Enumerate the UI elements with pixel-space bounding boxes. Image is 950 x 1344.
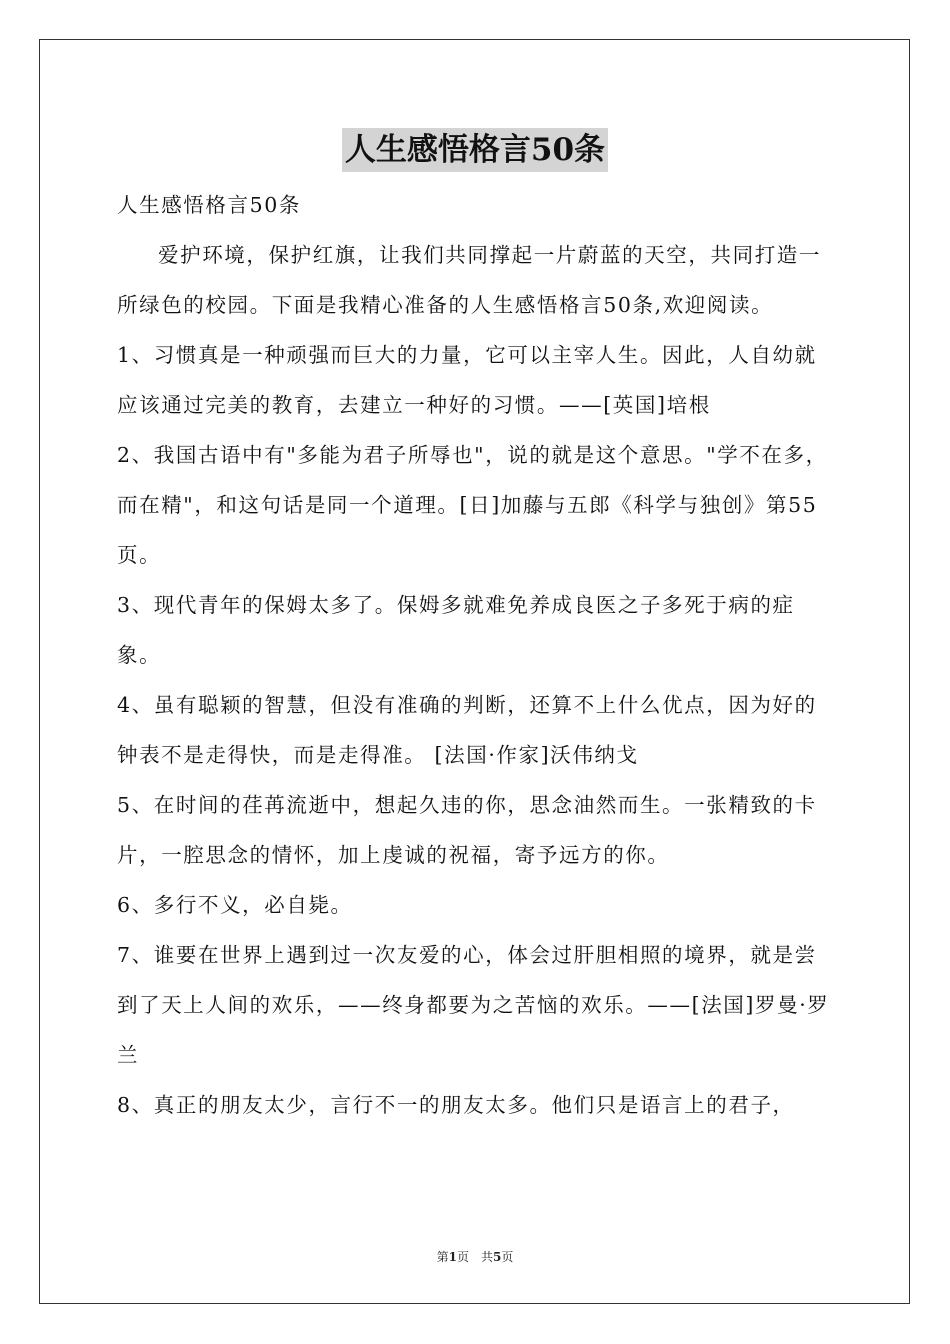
- quote-item: 6、多行不义，必自毙。: [117, 893, 353, 917]
- total-page-number: 5: [493, 1250, 502, 1264]
- page-label-mid: 页 共: [456, 1250, 493, 1264]
- quote-item: 5、在时间的荏苒流逝中，想起久违的你，思念油然而生。一张精致的卡片，一腔思念的情怀，加上虔诚的祝福，寄予远方的你。: [117, 793, 817, 867]
- quote-item: 7、谁要在世界上遇到过一次友爱的心，体会过肝胆相照的境界，就是尝到了天上人间的欢乐，——终身都要为之苦恼的欢乐。——[法国]罗曼·罗兰: [117, 943, 830, 1067]
- quote-item: 3、现代青年的保姆太多了。保姆多就难免养成良医之子多死于病的症象。: [117, 593, 795, 667]
- quote-item: 4、虽有聪颖的智慧，但没有准确的判断，还算不上什么优点，因为好的钟表不是走得快，而是走得准。 [法国·作家]沃伟纳戈: [117, 693, 817, 767]
- document-subtitle: 人生感悟格言50条: [117, 193, 301, 217]
- title-container: [0, 128, 950, 172]
- document-title: 人生感悟格言50条: [342, 128, 608, 172]
- quote-item: 2、我国古语中有"多能为君子所辱也"，说的就是这个意思。"学不在多，而在精"，和这句话是同一个道理。[日]加藤与五郎《科学与独创》第55页。: [117, 443, 828, 567]
- quote-item: 8、真正的朋友太少，言行不一的朋友太多。他们只是语言上的君子，: [117, 1093, 795, 1117]
- page-label-suffix: 页: [501, 1250, 514, 1264]
- intro-paragraph: 爱护环境，保护红旗，让我们共同撑起一片蔚蓝的天空，共同打造一所绿色的校园。下面是我精心准备的人生感悟格言50条,欢迎阅读。: [117, 243, 821, 317]
- current-page-number: 1: [448, 1250, 457, 1264]
- document-body: [117, 180, 837, 1130]
- page-footer: [0, 1248, 950, 1265]
- page-label-prefix: 第: [436, 1250, 449, 1264]
- quote-item: 1、习惯真是一种顽强而巨大的力量，它可以主宰人生。因此，人自幼就应该通过完美的教育，去建立一种好的习惯。——[英国]培根: [117, 343, 817, 417]
